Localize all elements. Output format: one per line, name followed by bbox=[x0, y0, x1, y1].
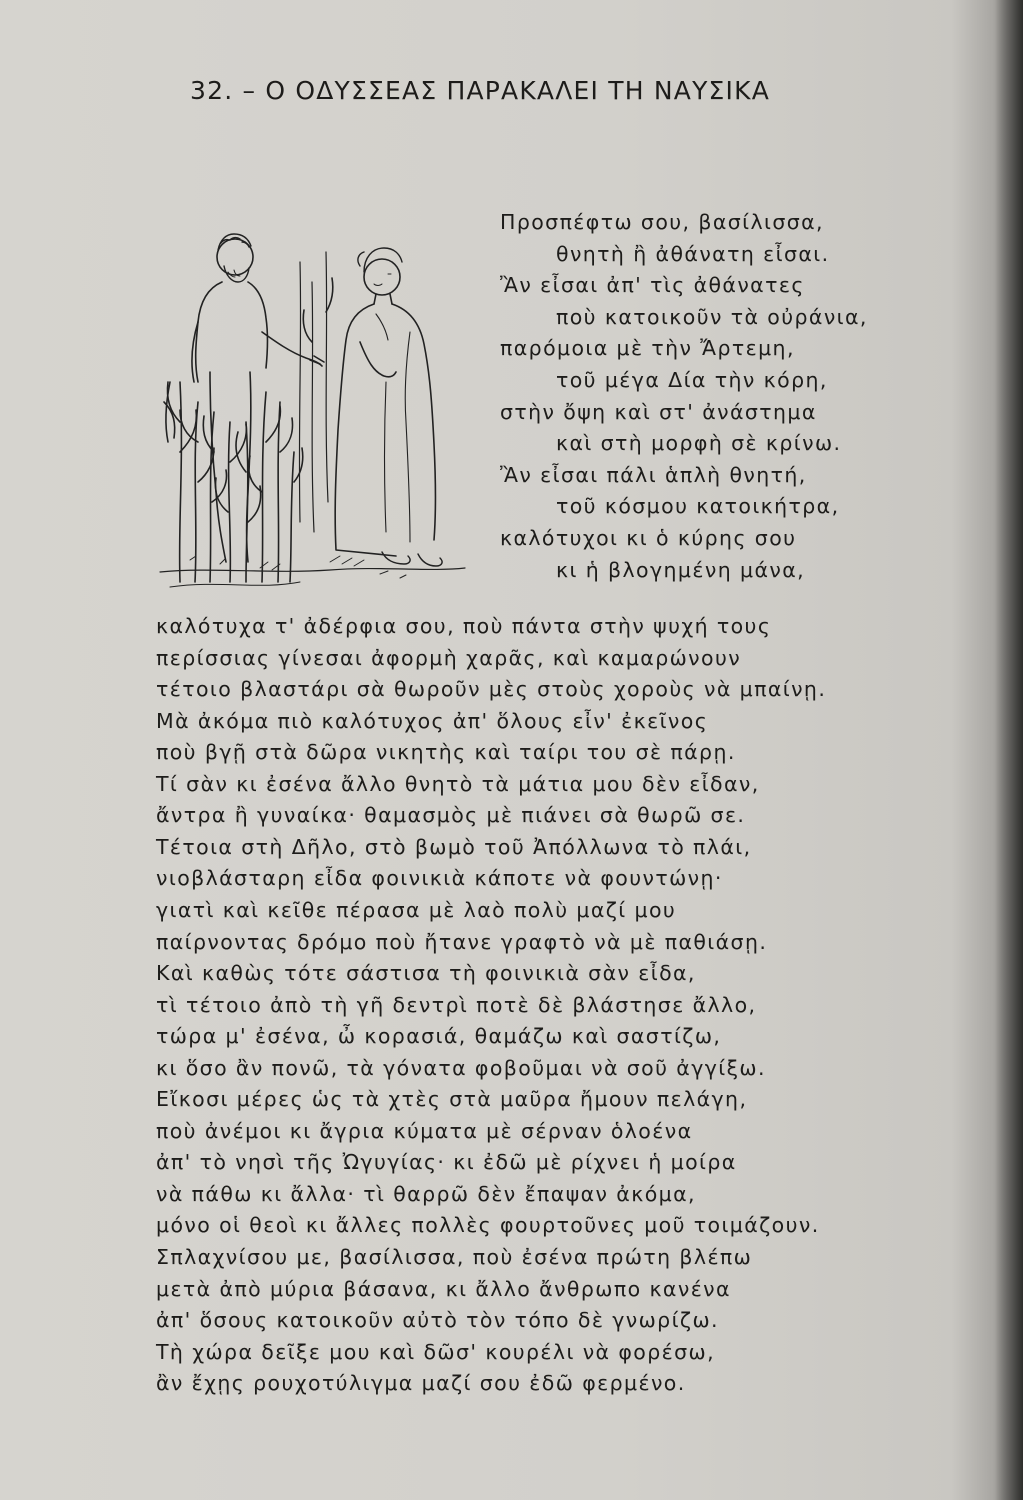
poem-line: τὶ τέτοιο ἀπὸ τὴ γῆ δεντρὶ ποτὲ δὲ βλάστησε ἄλλο, bbox=[156, 992, 757, 1017]
poem-line: νὰ πάθω κι ἄλλα· τὶ θαρρῶ δὲν ἔπαψαν ἀκόμα, bbox=[156, 1181, 696, 1206]
poem-line: τοῦ μέγα Δία τὴν κόρη, bbox=[556, 368, 828, 392]
poem-line: ἂν ἔχῃς ρουχοτύλιγμα μαζί σου ἐδῶ φερμένο. bbox=[156, 1371, 686, 1396]
odysseus-nausicaa-drawing-icon bbox=[150, 222, 470, 602]
page-edge-shadow bbox=[995, 0, 1023, 1500]
poem-line: κι ἡ βλογημένη μάνα, bbox=[556, 557, 806, 582]
poem-line: καλότυχα τ' ἀδέρφια σου, ποὺ πάντα στὴν ψυχή τους bbox=[156, 614, 772, 638]
poem-line: νιοβλάσταρη εἶδα φοινικιὰ κάποτε νὰ φουντώνῃ· bbox=[156, 866, 723, 891]
poem-line: μετὰ ἀπὸ μύρια βάσανα, κι ἄλλο ἄνθρωπο κανένα bbox=[156, 1276, 731, 1301]
poem-line: ποὺ κατοικοῦν τὰ οὐράνια, bbox=[556, 304, 868, 329]
poem-line: θνητὴ ἢ ἀθάνατη εἶσαι. bbox=[556, 241, 830, 266]
poem-line: τέτοιο βλαστάρι σὰ θωροῦν μὲς στοὺς χοροὺς νὰ μπαίνῃ. bbox=[156, 677, 827, 702]
poem-line: καὶ στὴ μορφὴ σὲ κρίνω. bbox=[556, 431, 842, 456]
poem-line: τοῦ κόσμου κατοικήτρα, bbox=[556, 494, 840, 519]
poem-line: κι ὅσο ἂν πονῶ, τὰ γόνατα φοβοῦμαι νὰ σοῦ ἀγγίξω. bbox=[156, 1055, 766, 1080]
poem-line: Τέτοια στὴ Δῆλο, στὸ βωμὸ τοῦ Ἀπόλλωνα τὸ πλάι, bbox=[156, 834, 752, 859]
poem-line: παρόμοια μὲ τὴν Ἄρτεμη, bbox=[500, 336, 795, 361]
poem-line: Εἴκοσι μέρες ὡς τὰ χτὲς στὰ μαῦρα ἤμουν πελάγη, bbox=[156, 1087, 748, 1112]
poem-line: ποὺ ἀνέμοι κι ἄγρια κύματα μὲ σέρναν ὁλοένα bbox=[156, 1118, 693, 1143]
poem-line: περίσσιας γίνεσαι ἀφορμὴ χαρᾶς, καὶ καμαρώνουν bbox=[156, 645, 742, 670]
poem-line: γιατὶ καὶ κεῖθε πέρασα μὲ λαὸ πολὺ μαζί μου bbox=[156, 897, 677, 922]
page-title: 32. – Ο ΟΔΥΣΣΕΑΣ ΠΑΡΑΚΑΛΕΙ ΤΗ ΝΑΥΣΙΚΑ bbox=[190, 76, 771, 105]
poem-line: Ἂν εἶσαι ἀπ' τὶς ἀθάνατες bbox=[500, 273, 805, 298]
poem-line: Προσπέφτω σου, βασίλισσα, bbox=[500, 210, 824, 234]
poem-line: Σπλαχνίσου με, βασίλισσα, ποὺ ἐσένα πρώτη βλέπω bbox=[156, 1245, 753, 1269]
poem-line: Καὶ καθὼς τότε σάστισα τὴ φοινικιὰ σὰν εἶδα, bbox=[156, 961, 696, 986]
poem-line: Μὰ ἀκόμα πιὸ καλότυχος ἀπ' ὅλους εἶν' ἐκεῖνος bbox=[156, 708, 709, 733]
poem-line: ἀπ' ὅσους κατοικοῦν αὐτὸ τὸν τόπο δὲ γνωρίζω. bbox=[156, 1308, 719, 1333]
poem-line: μόνο οἱ θεοὶ κι ἄλλες πολλὲς φουρτοῦνες μοῦ τοιμάζουν. bbox=[156, 1213, 820, 1238]
poem-line: στὴν ὄψη καὶ στ' ἀνάστημα bbox=[500, 399, 817, 424]
poem-line: καλότυχοι κι ὁ κύρης σου bbox=[500, 526, 797, 550]
poem-line: ἄντρα ἢ γυναίκα· θαμασμὸς μὲ πιάνει σὰ θωρῶ σε. bbox=[156, 803, 746, 828]
poem-line: παίρνοντας δρόμο ποὺ ἤτανε γραφτὸ νὰ μὲ παθιάσῃ. bbox=[156, 929, 768, 954]
poem-line: ἀπ' τὸ νησὶ τῆς Ὠγυγίας· κι ἐδῶ μὲ ρίχνει ἡ μοίρα bbox=[156, 1150, 737, 1175]
poem-line: Τὴ χώρα δεῖξε μου καὶ δῶσ' κουρέλι νὰ φορέσω, bbox=[156, 1339, 716, 1364]
poem-line: Ἂν εἶσαι πάλι ἁπλὴ θνητή, bbox=[500, 462, 807, 487]
poem-line: Τί σὰν κι ἐσένα ἄλλο θνητὸ τὰ μάτια μου δὲν εἶδαν, bbox=[156, 771, 760, 796]
poem-line: ποὺ βγῇ στὰ δῶρα νικητὴς καὶ ταίρι του σὲ πάρῃ. bbox=[156, 740, 736, 765]
poem-line: τώρα μ' ἐσένα, ὦ κορασιά, θαμάζω καὶ σαστίζω, bbox=[156, 1024, 722, 1049]
